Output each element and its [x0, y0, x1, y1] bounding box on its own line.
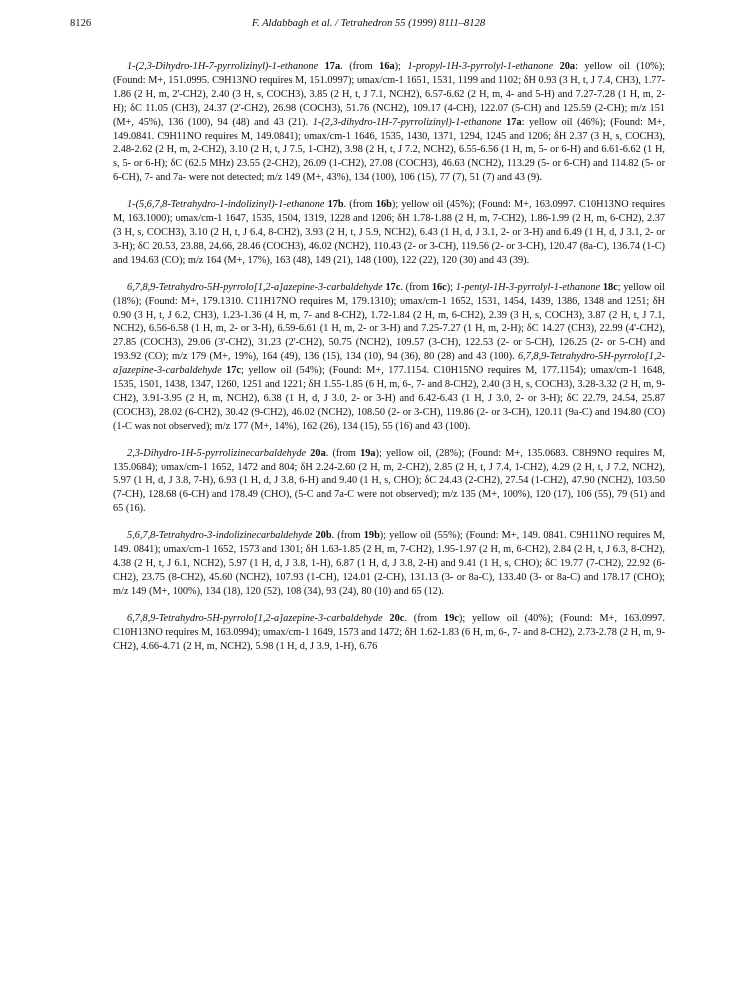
- compound-paragraph: [113, 281, 665, 434]
- compound-number: 18c: [602, 281, 618, 293]
- compound-paragraph: [113, 529, 665, 599]
- characterization-text: ); yellow oil (40%); (Found: M+, 163.0997. C10H13NO requires M, 163.0994); υmax/cm-1 1649, 1573 and 1472; δH 1.62-1.83 (6 H, m, 6-, 7- and 8-CH2), 2.73-2.78 (2 H, m, 9-CH2), 4.66-4.71 (2 H, m, NCH2), 5.98 (1 H, d, J 3.9, 1-H), 6.76: [113, 612, 665, 652]
- compound-name: 1-(2,3-Dihydro-1H-7-pyrrolizinyl)-1-ethanone: [127, 61, 325, 72]
- characterization-text: . (from: [404, 612, 445, 624]
- characterization-text: . (from: [325, 447, 361, 459]
- compound-name: 1-propyl-1H-3-pyrrolyl-1-ethanone: [407, 61, 560, 72]
- characterization-text: ); yellow oil (55%); (Found: M+, 149. 0841. C9H11NO requires M, 149. 0841); υmax/cm-1 1652, 1573 and 1301; δH 1.63-1.85 (2 H, m, 7-CH2), 1.95-1.97 (2 H, m, 6-CH2), 2.84 (2 H, t, J 6.3, 8-CH2), 4.38 (2 H, t, J 6.1, NCH2), 5.97 (1 H, d, J 3.8, 1-H), 6.87 (1 H, d, J 3.8, 2-H) and 9.41 (1 H, s, CHO); δC 19.77 (7-CH2), 22.92 (6-CH2), 23.75 (8-CH2), 45.60 (NCH2), 107.93 (1-CH), 124.01 (2-CH), 131.13 (3- or 8a-C), 133.40 (3- or 8a-C) and 178.17 (CHO); m/z 149 (M+, 100%), 134 (18), 120 (52), 108 (34), 93 (24), 80 (10) and 65 (12).: [113, 530, 665, 597]
- characterization-text: . (from: [331, 530, 364, 542]
- compound-name: 6,7,8,9-Tetrahydro-5H-pyrrolo[1,2-a]azepine-3-carbaldehyde: [127, 612, 390, 624]
- compound-number: 17a: [324, 61, 341, 72]
- characterization-text: ; yellow oil (18%); (Found: M+, 179.1310. C11H17NO requires M, 179.1310); υmax/cm-1 1652, 1531, 1454, 1439, 1386, 1348 and 1251; δH 0.90 (3 H, t, J 6.2, CH3), 1.23-1.36 (4 H, m, 7- and 8-CH2), 1.72-1.84 (2 H, m, 6-CH2), 2.39 (3 H, s, COCH3), 3.87 (2 H, t, J 7.1, NCH2), 6.56-6.58 (1 H, m, 2- or 3-H), 6.59-6.61 (1 H, m, 2- or 3-H) and 7.25-7.27 (1 H, m, 2-H); δC 14.27 (CH3), 22.99 (4'-CH2), 27.85 (COCH3), 29.06 (3'-CH2), 31.23 (2'-CH2), 50.75 (NCH2), 109.57 (3-CH), 122.53 (2- or 5-CH), 126.25 (2- or 5-CH) and 193.92 (CO); m/z 179 (M+, 19%), 164 (49), 136 (15), 134 (10), 94 (36), 80 (28) and 43 (100).: [113, 281, 666, 363]
- compound-number: 16c: [431, 281, 447, 293]
- compound-paragraph: [113, 198, 665, 268]
- characterization-text: );: [446, 281, 456, 293]
- compound-name: 6,7,8,9-Tetrahydro-5H-pyrrolo[1,2-a]azepine-3-carbaldehyde: [127, 281, 386, 293]
- characterization-text: ); yellow oil, (28%); (Found: M+, 135.0683. C8H9NO requires M, 135.0684); υmax/cm-1 1652, 1472 and 804; δH 2.24-2.60 (2 H, m, 2-CH2), 2.85 (2 H, t, J 7.4, 1-CH2), 4.29 (2 H, t, J 7.2, NCH2), 5.97 (1 H, d, J 3.8, 7-H), 6.93 (1 H, d, J 3.8, 6-H) and 9.40 (1 H, s, CHO); δC 24.43 (2-CH2), 27.54 (1-CH2), 47.90 (NCH2), 103.50 (7-CH), 128.68 (6-CH) and 178.49 (CHO), (5-C and 7a-C were not observed); m/z 135 (M+, 100%), 120 (17), 106 (55), 79 (51) and 65 (16).: [113, 447, 665, 515]
- characterization-text: : yellow oil (46%); (Found: M+, 149.0841. C9H11NO requires M, 149.0841); υmax/cm-1 1646, 1535, 1430, 1371, 1294, 1245 and 1206; δH 2.37 (3 H, s, COCH3), 2.48-2.62 (2 H, m, 2-CH2), 3.10 (2 H, t, J 7.5, 1-CH2), 3.98 (2 H, t, J 7.2, NCH2), 6.55-6.56 (1 H, m, 5- or 6-H) and 6.61-6.62 (1 H, s, 5- or 6-H); δC (62.5 MHz) 23.55 (2-CH2), 26.09 (1-CH2), 27.08 (COCH3), 46.63 (NCH2), 113.29 (5- or 6-CH) and 114.82 (5- or 6-CH), 7- and 7a- were not detected; m/z 149 (M+, 43%), 134 (100), 106 (15), 77 (7), 51 (7) and 43 (9).: [113, 116, 665, 184]
- characterization-text: ; yellow oil (54%); (Found: M+, 177.1154. C10H15NO requires M, 177.1154); υmax/cm-1 1648, 1535, 1501, 1438, 1347, 1260, 1251 and 1221; δH 1.55-1.85 (6 H, m, 6-, 7- and 8-CH2), 2.40 (3 H, s, COCH3), 3.28-3.32 (2 H, m, 9-CH2), 3.91-3.95 (2 H, m, NCH2), 6.38 (1 H, d, J 3.0, 2- or 3-H) and 6.42-6.43 (1 H, J 3.0, 2- or 3-H); δC 22.79, 24.54, 25.87 (COCH3), 28.02 (6-CH2), 30.42 (9-CH2), 46.02 (NCH2), 108.50 (2- or 3-CH), 119.86 (2- or 3-CH), 120.11 (9a-C) and 194.80 (CO) (1-C was not observed); m/z 177 (M+, 14%), 162 (26), 134 (15), 55 (16) and 43 (100).: [113, 365, 666, 432]
- characterization-text: . (from: [343, 199, 376, 211]
- compound-name: 1-(5,6,7,8-Tetrahydro-1-indolizinyl)-1-ethanone: [127, 199, 328, 211]
- compound-number: 19b: [363, 530, 380, 542]
- compound-number: 20b: [315, 530, 332, 542]
- compound-number: 17c: [226, 365, 241, 377]
- compound-number: 17c: [385, 281, 401, 293]
- compound-name: 6,7,8,9-Tetrahydro-5H-pyrrolo[1,2-a]azepine-3-carbaldehyde: [113, 351, 665, 377]
- compound-number: 20a: [559, 61, 576, 72]
- compound-number: 17b: [327, 199, 344, 211]
- compound-number: 16b: [375, 199, 392, 211]
- compound-number: 19c: [444, 612, 459, 624]
- compound-paragraph: [113, 612, 665, 654]
- compound-number: 20c: [389, 612, 405, 624]
- running-header: [70, 18, 667, 34]
- compound-number: 17a: [506, 116, 522, 128]
- compound-name: 2,3-Dihydro-1H-5-pyrrolizinecarbaldehyde: [127, 447, 311, 459]
- characterization-text: );: [394, 61, 408, 72]
- running-title: F. Aldabbagh et al. / Tetrahedron 55 (1999) 8111–8128: [251, 18, 486, 29]
- characterization-text: : yellow oil (10%); (Found: M+, 151.0995. C9H13NO requires M, 151.0997); υmax/cm-1 1651, 1531, 1199 and 1102; δH 0.93 (3 H, t, J 7.4, CH3), 1.77-1.86 (2 H, m, 2'-CH2), 2.40 (3 H, s, COCH3), 3.85 (2 H, t, J 7.1, NCH2), 6.57-6.62 (2 H, m, 4- and 5-H) and 7.27-7.28 (1 H, m, 2-H); δC 11.05 (CH3), 24.37 (2'-CH2), 26.98 (COCH3), 51.76 (NCH2), 109.17 (4-CH), 122.07 (5-CH) and 125.59 (2-CH); m/z 151 (M+, 45%), 136 (100), 94 (48) and 43 (21).: [113, 61, 666, 128]
- compound-paragraph: [113, 60, 665, 185]
- compound-number: 20a: [310, 447, 326, 459]
- characterization-text: ); yellow oil (45%); (Found: M+, 163.0997. C10H13NO requires M, 163.1000); υmax/cm-1 1647, 1535, 1504, 1319, 1228 and 1206; δH 1.78-1.88 (2 H, m, 7-CH2), 1.86-1.99 (2 H, m, 6-CH2), 2.37 (3 H, s, COCH3), 3.10 (2 H, t, J 6.4, 8-CH2), 3.93 (2 H, t, J 5.9, NCH2), 6.43 (1 H, d, J 3.1, 2- or 3-H) and 6.49 (1 H, d, J 3.1, 2- or 3-H); δC 20.53, 23.88, 24.66, 28.46 (COCH3), 46.02 (NCH2), 110.43 (2- or 3-CH), 119.56 (2- or 3-CH), 120.47 (8a-C), 136.74 (1-C) and 194.63 (CO); m/z 164 (M+, 17%), 163 (48), 149 (21), 148 (100), 122 (22), 120 (30) and 43 (39).: [113, 199, 665, 266]
- compound-name: 1-(2,3-dihydro-1H-7-pyrrolizinyl)-1-ethanone: [312, 116, 507, 128]
- compound-number: 16a: [379, 61, 395, 72]
- page-number: 8126: [70, 18, 92, 29]
- compound-number: 19a: [360, 447, 376, 459]
- compound-paragraph: [113, 447, 665, 517]
- experimental-section: [113, 60, 665, 653]
- characterization-text: . (from: [340, 61, 380, 72]
- compound-name: 5,6,7,8-Tetrahydro-3-indolizinecarbaldehyde: [127, 530, 316, 542]
- characterization-text: . (from: [400, 281, 432, 293]
- compound-name: 1-pentyl-1H-3-pyrrolyl-1-ethanone: [455, 281, 603, 293]
